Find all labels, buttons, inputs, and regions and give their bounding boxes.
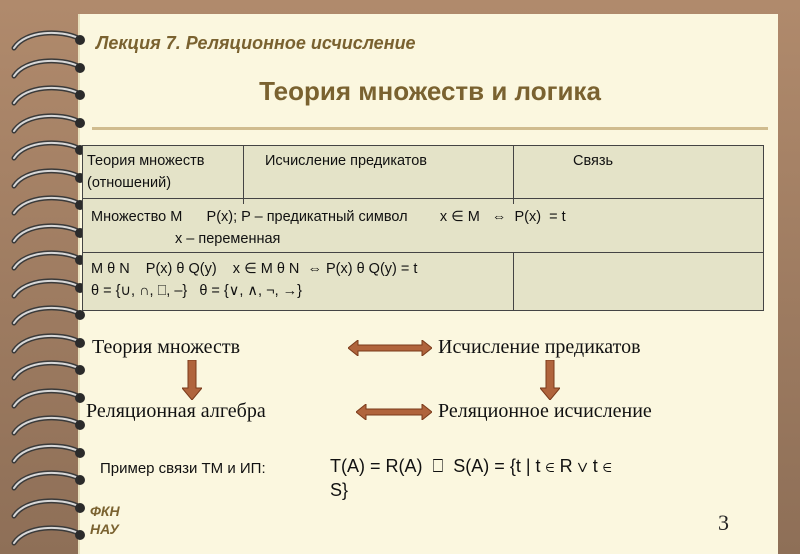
- table-divider: [83, 198, 763, 199]
- table-divider: [513, 252, 514, 310]
- binding-ring-icon: [6, 248, 90, 274]
- table-header-set-theory: Теория множеств (отношений): [87, 153, 205, 191]
- lecture-subtitle: Лекция 7. Реляционное исчисление: [96, 33, 416, 53]
- comparison-table: [82, 145, 764, 311]
- table-row-1-line-1: Множество М P(x); P – предикатный символ x ∈ М ⇔ P(x) = t: [91, 209, 566, 225]
- footer-org: [90, 502, 120, 538]
- binding-ring-icon: [6, 523, 90, 549]
- predicate-calculus-label: Исчисление предикатов: [438, 336, 641, 358]
- table-divider: [83, 252, 763, 253]
- example-label: Пример связи ТМ и ИП:: [100, 460, 266, 477]
- binding-ring-icon: [6, 386, 90, 412]
- binding-ring-icon: [6, 358, 90, 384]
- table-row-1-line-2: x – переменная: [175, 231, 281, 247]
- page-number: 3: [718, 510, 729, 535]
- table-divider: [513, 146, 514, 204]
- table-header-predicate-calculus: Исчисление предикатов: [265, 153, 428, 169]
- binding-ring-icon: [6, 193, 90, 219]
- table-row-2-line-1: М θ N P(x) θ Q(y) x ∈ М θ N ⇔ P(x) θ Q(y) = t: [91, 261, 418, 277]
- down-arrow-icon: [182, 360, 202, 400]
- binding-ring-icon: [6, 28, 90, 54]
- table-header-link: Связь: [573, 153, 614, 169]
- binding-ring-icon: [6, 331, 90, 357]
- down-arrow-icon: [540, 360, 560, 400]
- binding-ring-icon: [6, 166, 90, 192]
- relational-calculus-label: Реляционное исчисление: [438, 400, 652, 422]
- example-formula: T(A) = R(A) ⎕ S(A) = {t | t ∈ R ∨ t ∈ S}: [330, 456, 612, 500]
- table-divider: [243, 146, 244, 204]
- slide-title: Теория множеств и логика: [259, 76, 601, 106]
- binding-ring-icon: [6, 441, 90, 467]
- footer-line-1: ФКН: [90, 503, 120, 519]
- binding-ring-icon: [6, 496, 90, 522]
- table-row-2-line-2: θ = {∪, ∩, ⎕, –} θ = {∨, ∧, ¬, →}: [91, 283, 302, 299]
- relational-algebra-label: Реляционная алгебра: [86, 400, 266, 422]
- double-arrow-icon: [348, 340, 432, 356]
- binding-ring-icon: [6, 221, 90, 247]
- footer-line-2: НАУ: [90, 521, 119, 537]
- double-arrow-icon: [356, 404, 432, 420]
- binding-ring-icon: [6, 303, 90, 329]
- binding-ring-icon: [6, 468, 90, 494]
- binding-ring-icon: [6, 138, 90, 164]
- title-divider: [92, 127, 768, 130]
- binding-ring-icon: [6, 413, 90, 439]
- binding-ring-icon: [6, 111, 90, 137]
- set-theory-label: Теория множеств: [92, 336, 241, 358]
- binding-ring-icon: [6, 276, 90, 302]
